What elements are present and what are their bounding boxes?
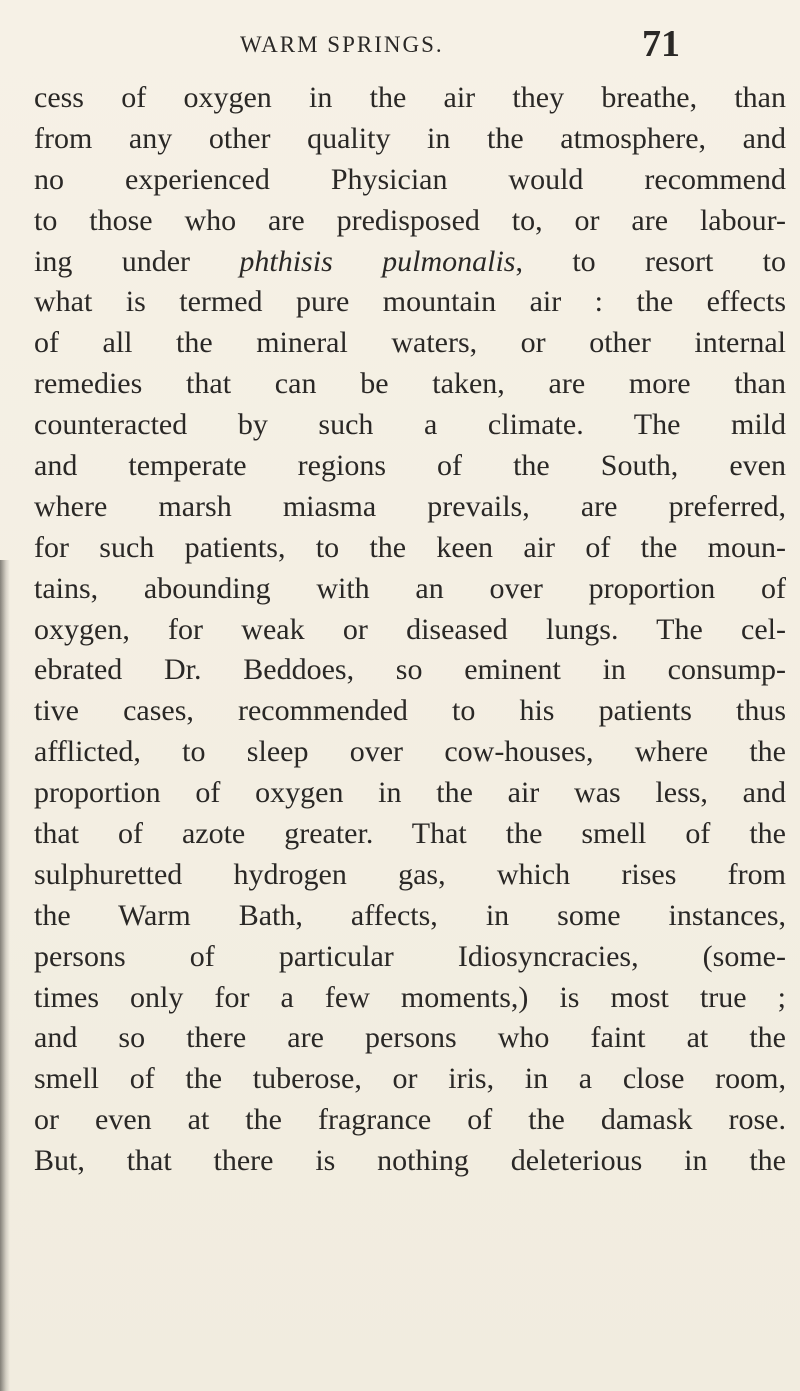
text-line-26: or even at the fragrance of the damask rose.: [34, 1103, 786, 1137]
text-line-10: and temperate regions of the South, even: [34, 449, 786, 483]
text-line-13: tains, abounding with an over proportion of: [34, 571, 786, 605]
text-line-25: smell of the tuberose, or iris, in a close room,: [34, 1062, 786, 1096]
text-line-21: the Warm Bath, affects, in some instances,: [34, 898, 786, 932]
text-line-5-start: ing under: [34, 244, 191, 278]
text-line-27: But, that there is nothing deleterious in the: [34, 1144, 786, 1178]
running-head: [0, 23, 800, 68]
text-line-19: that of azote greater. That the smell of the: [34, 817, 786, 851]
text-line-2: from any other quality in the atmosphere, and: [34, 121, 786, 155]
running-head-title: WARM SPRINGS.: [240, 32, 444, 57]
text-line-18: proportion of oxygen in the air was less, and: [34, 776, 786, 810]
text-line-15: ebrated Dr. Beddoes, so eminent in consump-: [34, 653, 786, 687]
page-number: 71: [642, 23, 680, 65]
text-line-22: persons of particular Idiosyncracies, (some-: [34, 939, 786, 973]
text-line-5: [34, 242, 786, 283]
text-line-23: times only for a few moments,) is most true ;: [34, 980, 786, 1014]
spine-shadow: [0, 560, 10, 1391]
text-line-5-end: , to resort to: [515, 244, 787, 278]
text-line-16: tive cases, recommended to his patients thus: [34, 694, 786, 728]
text-line-11: where marsh miasma prevails, are preferred,: [34, 489, 786, 523]
text-line-7: of all the mineral waters, or other internal: [34, 326, 786, 360]
text-line-20: sulphuretted hydrogen gas, which rises from: [34, 857, 786, 891]
text-line-12: for such patients, to the keen air of the moun-: [34, 530, 786, 564]
text-line-9: counteracted by such a climate. The mild: [34, 408, 786, 442]
body-text: [34, 78, 786, 1182]
text-line-4: to those who are predisposed to, or are labour-: [34, 203, 786, 237]
text-line-24: and so there are persons who faint at the: [34, 1021, 786, 1055]
text-line-3: no experienced Physician would recommend: [34, 162, 786, 196]
text-line-17: afflicted, to sleep over cow-houses, where the: [34, 735, 786, 769]
text-line-6: what is termed pure mountain air : the effects: [34, 285, 786, 319]
text-line-8: remedies that can be taken, are more than: [34, 367, 786, 401]
text-line-14: oxygen, for weak or diseased lungs. The cel-: [34, 612, 786, 646]
text-line-1: cess of oxygen in the air they breathe, than: [34, 81, 786, 114]
italic-term-phthisis-pulmonalis: phthisis pulmonalis: [239, 244, 516, 278]
